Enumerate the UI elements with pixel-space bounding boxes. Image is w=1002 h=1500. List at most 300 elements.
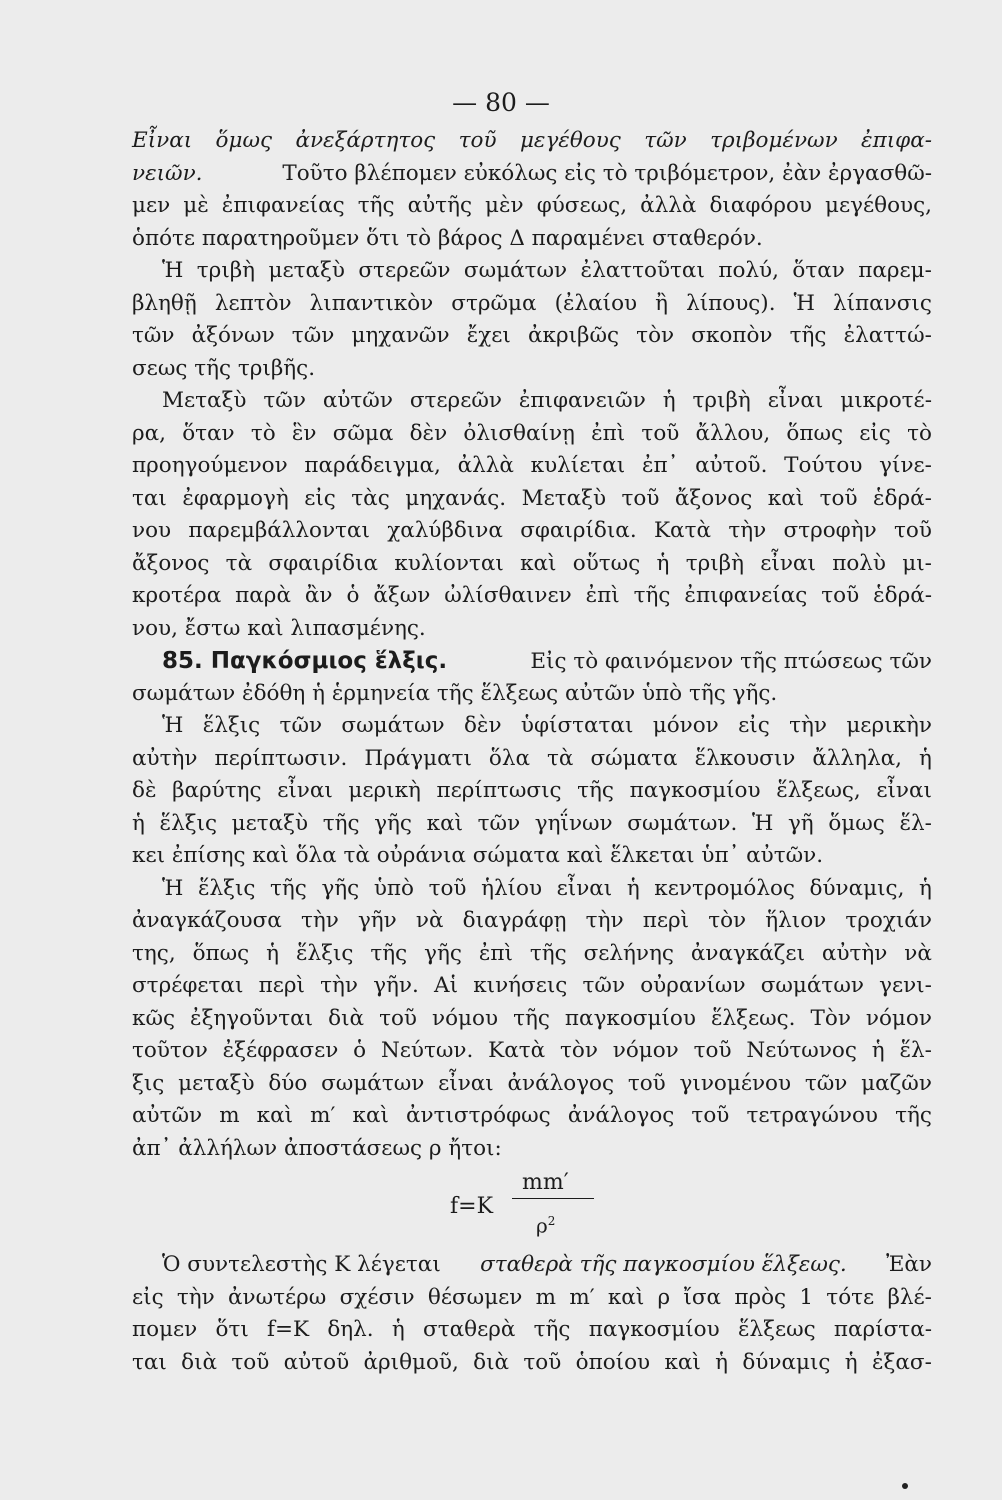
italic-text: νειῶν. (132, 160, 203, 186)
word: τὸν (708, 908, 747, 933)
word: λίπανσις (832, 290, 932, 316)
word: Κατὰ (654, 518, 711, 543)
word: γῆν. (373, 973, 419, 998)
word: ἐπ᾽ (641, 453, 679, 478)
word: μερικὴν (846, 713, 932, 738)
word: ἡ (132, 810, 145, 836)
word: κυλίονται (394, 550, 504, 576)
italic-text: σταθερὰ τῆς παγκοσμίου ἕλξεως. (480, 1252, 847, 1277)
word: τῆς (895, 1103, 932, 1128)
word: τριβὴ (685, 550, 744, 576)
word: πολύ, (718, 258, 779, 283)
word: ὅλα (488, 745, 531, 771)
word: δηλ. (327, 1317, 374, 1342)
word: ἐλαττώ- (843, 323, 932, 348)
text-line (132, 1282, 932, 1315)
word: γηΐνων (534, 810, 613, 836)
word: περὶ (258, 973, 305, 998)
word: γῆς (374, 810, 412, 836)
word: τὴν (728, 518, 767, 543)
word: Ἡ (162, 258, 184, 283)
word: ἀναγκάζει (690, 940, 805, 966)
line-text: σεως τῆς τριβῆς. (132, 355, 316, 381)
word: ἕλξις (197, 875, 256, 901)
word: τὰ (225, 550, 253, 576)
word: ἐπὶ (585, 583, 620, 608)
word: γῆν (357, 908, 397, 933)
word: περὶ (642, 908, 690, 933)
text-line (132, 1003, 932, 1036)
word: ἡ (662, 388, 676, 413)
word: παράδειγμα, (304, 453, 441, 478)
word: ἄλληλα, (812, 745, 902, 771)
word: αὐτῶν (322, 388, 393, 413)
word: ὅτι (215, 1317, 249, 1342)
text-line (132, 1347, 932, 1380)
word: μαζῶν (861, 1070, 932, 1096)
word: περίπτωσιν. (214, 745, 348, 771)
word: ἄξων (373, 583, 431, 608)
word: γῆς (424, 940, 462, 966)
word: ἐπιφανειῶν (518, 388, 646, 413)
word: τοῦ (894, 518, 932, 543)
word: μεγέθους (519, 128, 621, 153)
word: στερεῶν (358, 258, 451, 283)
word: κινήσεις (473, 973, 568, 998)
word: ἀνεξάρτητος (295, 128, 436, 153)
word: τοῦ (379, 1005, 417, 1031)
word: (ἐλαίου (554, 290, 638, 316)
word: διὰ (328, 1005, 365, 1031)
word: τὴν (320, 973, 358, 998)
text-block-after-formula (132, 1249, 932, 1379)
word: ἐπιφανείας (684, 583, 808, 608)
word: παγκοσμίου (588, 1317, 720, 1342)
text-line (132, 1068, 932, 1101)
word: ἡ (656, 550, 670, 576)
word: ἢ (655, 290, 669, 316)
word: ται (132, 485, 167, 511)
word: ἕλκουσιν (694, 745, 796, 771)
word: τῆς (533, 1317, 571, 1342)
word: τοῦ (458, 128, 497, 153)
word: τὴν (585, 908, 624, 933)
word: μὲν (485, 193, 524, 218)
word: κυλίεται (530, 453, 626, 478)
text-line (132, 385, 932, 418)
word: ρ (657, 1284, 671, 1310)
line-text: ὁπότε παρατηροῦμεν ὅτι τὸ βάρος Δ παραμένει σταθερόν. (132, 225, 763, 251)
text-line (132, 905, 932, 938)
word: σχέσιν (339, 1284, 415, 1310)
word: ἄξονος (132, 550, 210, 576)
word: τὸ (250, 420, 276, 446)
word: μὲ (183, 193, 209, 218)
formula-denominator (536, 1205, 555, 1242)
word: διαφόρου (709, 193, 812, 218)
word: στροφὴν (783, 518, 877, 543)
word: οὕτως (572, 550, 641, 576)
formula-lhs: f=K (450, 1194, 494, 1219)
word: οὐρανίων (640, 973, 746, 998)
word: λιπαντικὸν (309, 290, 434, 316)
word: τῆς (633, 583, 671, 608)
word: σώματα (590, 745, 678, 771)
word: Ἡ (751, 810, 774, 836)
word: αὐτὴν (821, 940, 888, 966)
word: ἐξηγοῦνται (190, 1005, 314, 1031)
word: ται (132, 1349, 167, 1375)
word: m′ (310, 1103, 336, 1128)
text-line (132, 418, 932, 451)
word: δύναμις (742, 1349, 831, 1375)
text-line (132, 353, 932, 386)
word: τοῦ (691, 1103, 730, 1128)
word: ἐπιφα- (861, 128, 932, 153)
word: νου (132, 518, 172, 543)
word: καὶ (352, 1103, 389, 1128)
word: Τὸν (810, 1005, 851, 1031)
word: ἐξέφρασεν (222, 1038, 339, 1063)
word: δὲν (409, 420, 448, 446)
word: ἀλλὰ (640, 193, 697, 218)
text-line (132, 808, 932, 841)
word: βαρύτης (172, 778, 262, 803)
word: ἀναγκάζουσα (132, 908, 282, 933)
word: καὶ (256, 1103, 294, 1128)
word: φύσεως, (536, 193, 628, 218)
word: ἓν (291, 420, 317, 446)
word: ἐπὶ (478, 940, 513, 966)
word: ἐφαρμογὴ (182, 485, 289, 511)
word: αὐτοῦ (283, 1349, 350, 1375)
word: ἕλ- (899, 1038, 932, 1063)
word: ἕλξις (202, 713, 261, 738)
word: παρεμ- (858, 258, 932, 283)
word: σταθερὰ (423, 1317, 516, 1342)
word: μικροτέ- (840, 388, 932, 413)
text-line (132, 873, 932, 906)
line-text: Εἰς τὸ φαινόμενον τῆς πτώσεως τῶν (530, 649, 932, 674)
word: τοῦ (627, 1070, 666, 1096)
word: εἰς (859, 420, 891, 446)
text-line (132, 1314, 932, 1347)
line-text: Τοῦτο βλέπομεν εὐκόλως εἰς τὸ τριβόμετρον, ἐὰν ἐργασθῶ- (275, 160, 932, 186)
word: περίπτωσις (436, 778, 562, 803)
word: παρίστα- (833, 1317, 932, 1342)
word: μεγέθους, (825, 193, 932, 218)
word: εἶναι (760, 550, 816, 576)
word: τὸν (636, 323, 675, 348)
word: σφαιρίδια. (520, 518, 637, 543)
word: τριβὴ (196, 258, 256, 283)
word: μεταξὺ (268, 258, 345, 283)
word: τῆς (370, 940, 408, 966)
word: τὴν (789, 713, 827, 738)
word: εἰς (132, 1284, 164, 1310)
word: παγκοσμίου (629, 778, 761, 803)
word: ὁ (353, 1038, 367, 1063)
word: m (219, 1103, 240, 1128)
word: Μεταξὺ (521, 485, 607, 511)
word: τῆς (322, 810, 360, 836)
word: Ἡ (162, 713, 184, 738)
word: νὰ (904, 940, 932, 966)
word: καὶ (767, 485, 805, 511)
word: παρεμβάλλονται (188, 518, 370, 543)
line-text: κει ἐπίσης καὶ ὅλα τὰ οὐράνια σώματα καὶ ἕλκεται ὑπ᾽ αὐτῶν. (132, 843, 824, 868)
word: ἀνάλογος (567, 1103, 675, 1128)
word: τῶν (279, 713, 323, 738)
word: τῆς (513, 1005, 550, 1031)
formula-numerator: mm′ (522, 1170, 569, 1195)
word: ὅταν (792, 258, 845, 283)
word: τὸν (559, 1038, 598, 1063)
word: τῶν (132, 323, 175, 348)
word: πρὸς (734, 1284, 787, 1310)
word: σῶμα (332, 420, 394, 446)
word: εἰς (304, 485, 336, 511)
word: γενι- (879, 973, 932, 998)
word: ὑπὸ (373, 875, 414, 901)
word: τετραγώνου (746, 1103, 878, 1128)
word: τῆς (357, 193, 395, 218)
word: τῶν (644, 128, 687, 153)
section-heading: 85. Παγκόσμιος ἕλξις. (162, 648, 448, 674)
text-line (132, 1100, 932, 1133)
text-line (132, 288, 932, 321)
word: ὅπως (192, 940, 250, 966)
word: ὅμως (215, 128, 273, 153)
word: τριβὴ (692, 388, 751, 413)
word: θέσωμεν (427, 1284, 523, 1310)
line-text: σωμάτων ἐδόθη ἡ ἑρμηνεία τῆς ἕλξεως αὐτῶν ὑπὸ τῆς γῆς. (132, 680, 778, 706)
word: τῆς (270, 875, 307, 901)
word: προηγούμενον (132, 453, 288, 478)
word: ὅταν (182, 420, 235, 446)
word: ὑφίσταται (520, 713, 634, 738)
word: διὰ (181, 1349, 218, 1375)
word: πολὺ (832, 550, 886, 576)
text-line (132, 125, 932, 158)
word: τοῦ (428, 875, 467, 901)
text-block-before-formula (132, 125, 932, 1165)
text-line (132, 223, 932, 256)
word: μεν (132, 193, 171, 218)
text-line (132, 1035, 932, 1068)
word: λίπους). (686, 290, 776, 316)
text-line (132, 255, 932, 288)
word: Ἡ (793, 290, 815, 316)
word: τοῦ (641, 420, 680, 446)
word: νόμον (612, 1038, 679, 1063)
word: παγκοσμίου (564, 1005, 696, 1031)
word: ἀκριβῶς (527, 323, 620, 348)
word: τοῦ (231, 1349, 270, 1375)
word: ἕλξεως (737, 1317, 816, 1342)
word: f=Κ (267, 1317, 310, 1342)
word: ὀλισθαίνῃ (463, 420, 575, 446)
page-number: — 80 — (452, 88, 550, 117)
word: νόμου (432, 1005, 499, 1031)
text-line (132, 645, 932, 678)
word: ἄλλου, (695, 420, 771, 446)
word: τῶν (477, 810, 521, 836)
word: ἔχει (466, 323, 511, 348)
text-line (132, 320, 932, 353)
word: διαγράφῃ (462, 908, 567, 933)
word: ἕλ- (899, 810, 932, 836)
word: ἡ (844, 1349, 858, 1375)
word: αὐτῆς (407, 193, 472, 218)
word: ἕλξεως, (776, 778, 861, 803)
word: ἡ (919, 875, 932, 901)
word: ἡ (715, 1349, 729, 1375)
text-line (132, 743, 932, 776)
word: μεταξὺ (231, 810, 309, 836)
word: τοῦ (621, 485, 660, 511)
word: Πράγματι (364, 745, 472, 771)
text-line (132, 158, 932, 191)
body-text (132, 125, 932, 1379)
word: ἡλίου (481, 875, 543, 901)
word: Νεύτων. (380, 1038, 474, 1063)
word: σκοπὸν (691, 323, 773, 348)
word: μερικὴ (348, 778, 421, 803)
word: αὐτῶν (132, 1103, 203, 1128)
word: σωμάτων (341, 713, 445, 738)
word: μόνον (652, 713, 719, 738)
word: ἀντιστρόφως (406, 1103, 551, 1128)
word: τοῦτον (132, 1038, 208, 1063)
word: τῶν (263, 388, 306, 413)
word: σωμάτων. (627, 810, 738, 836)
word: ἡ (626, 875, 640, 901)
line-text: Ἐὰν (879, 1252, 932, 1277)
word: ἀλλὰ (457, 453, 514, 478)
text-line (132, 970, 932, 1003)
word: σφαιρίδια (268, 550, 379, 576)
word: τὰ (547, 745, 574, 771)
word: κροτέρα (132, 583, 222, 608)
text-line (132, 775, 932, 808)
line-text: νου, ἔστω καὶ λιπασμένης. (132, 615, 426, 641)
word: μεταξὺ (178, 1070, 255, 1096)
word: ἥλιον (765, 908, 827, 933)
word: τοῦ (523, 1349, 562, 1375)
word: εἶναι (556, 875, 613, 901)
word: ἴσα (683, 1284, 722, 1310)
word: ἕλξις (159, 810, 218, 836)
word: Ἡ (162, 875, 184, 901)
word: νόμον (865, 1005, 932, 1031)
word: σωμάτων (760, 973, 864, 998)
word: 1 (799, 1284, 814, 1310)
word: ἀνάλογος (507, 1070, 615, 1096)
word: ἄξονος (674, 485, 753, 511)
word: ἕλξεως. (710, 1005, 796, 1031)
word: στερεῶν (409, 388, 502, 413)
word: γῆ (787, 810, 814, 836)
word: m′ (569, 1284, 595, 1310)
word: κῶς (132, 1005, 176, 1031)
word: εἶναι (438, 1070, 494, 1096)
line-text: Ὁ συντελεστὴς Κ λέγεται (162, 1252, 448, 1277)
word: Εἶναι (132, 128, 193, 153)
word: τὸ (907, 420, 932, 446)
word: τῶν (582, 973, 626, 998)
word: τότε (826, 1284, 875, 1310)
word: m (535, 1284, 557, 1310)
word: Μεταξὺ (162, 388, 247, 413)
word: ρα, (132, 420, 166, 446)
word: Τούτου (784, 453, 863, 478)
text-line (132, 515, 932, 548)
text-line (132, 613, 932, 646)
formula-denominator-base: ρ (536, 1213, 548, 1238)
word: σωμάτων (321, 1070, 425, 1096)
word: ἡ (871, 1038, 885, 1063)
word: ἡ (266, 940, 280, 966)
word: διὰ (473, 1349, 510, 1375)
word: παρὰ (235, 583, 291, 608)
word: ἐλαττοῦται (580, 258, 705, 283)
word: αὐτοῦ. (695, 453, 768, 478)
word: ἕλξις (295, 940, 354, 966)
word: τῶν (804, 1070, 848, 1096)
word: καὶ (607, 1284, 645, 1310)
word: καὶ (520, 550, 557, 576)
word: μηχανάς. (405, 485, 507, 511)
word: εἶναι (767, 388, 824, 413)
text-line (132, 1133, 932, 1166)
text-line (132, 580, 932, 613)
word: γινομένου (679, 1070, 792, 1096)
word: δὲ (132, 778, 157, 803)
word: ὠλίσθαινεν (444, 583, 572, 608)
word: ἡ (919, 745, 932, 771)
word: χαλύβδινα (387, 518, 503, 543)
word: τοῦ (821, 583, 860, 608)
fraction-bar (512, 1198, 594, 1199)
gravitation-formula (132, 1165, 932, 1249)
text-line (132, 840, 932, 873)
text-line (132, 548, 932, 581)
text-line (132, 710, 932, 743)
word: Αἱ (434, 973, 459, 998)
word: στρέφεται (132, 973, 244, 998)
word: ξις (132, 1070, 165, 1096)
word: τῆς (577, 778, 614, 803)
word: εἰς (738, 713, 770, 738)
word: της, (132, 940, 176, 966)
text-line (132, 450, 932, 483)
word: στρῶμα (451, 290, 537, 316)
word: ἀριθμοῦ, (363, 1349, 459, 1375)
word: τὴν (300, 908, 339, 933)
text-line (132, 678, 932, 711)
ink-speck (902, 1483, 908, 1489)
word: δύο (268, 1070, 308, 1096)
word: δύναμις, (809, 875, 905, 901)
word: πομεν (132, 1317, 198, 1342)
word: ἂν (304, 583, 333, 608)
word: ἀξόνων (191, 323, 275, 348)
word: εἶναι (277, 778, 333, 803)
word: νὰ (415, 908, 444, 933)
word: βληθῇ (132, 290, 197, 316)
word: τοῦ (819, 485, 858, 511)
